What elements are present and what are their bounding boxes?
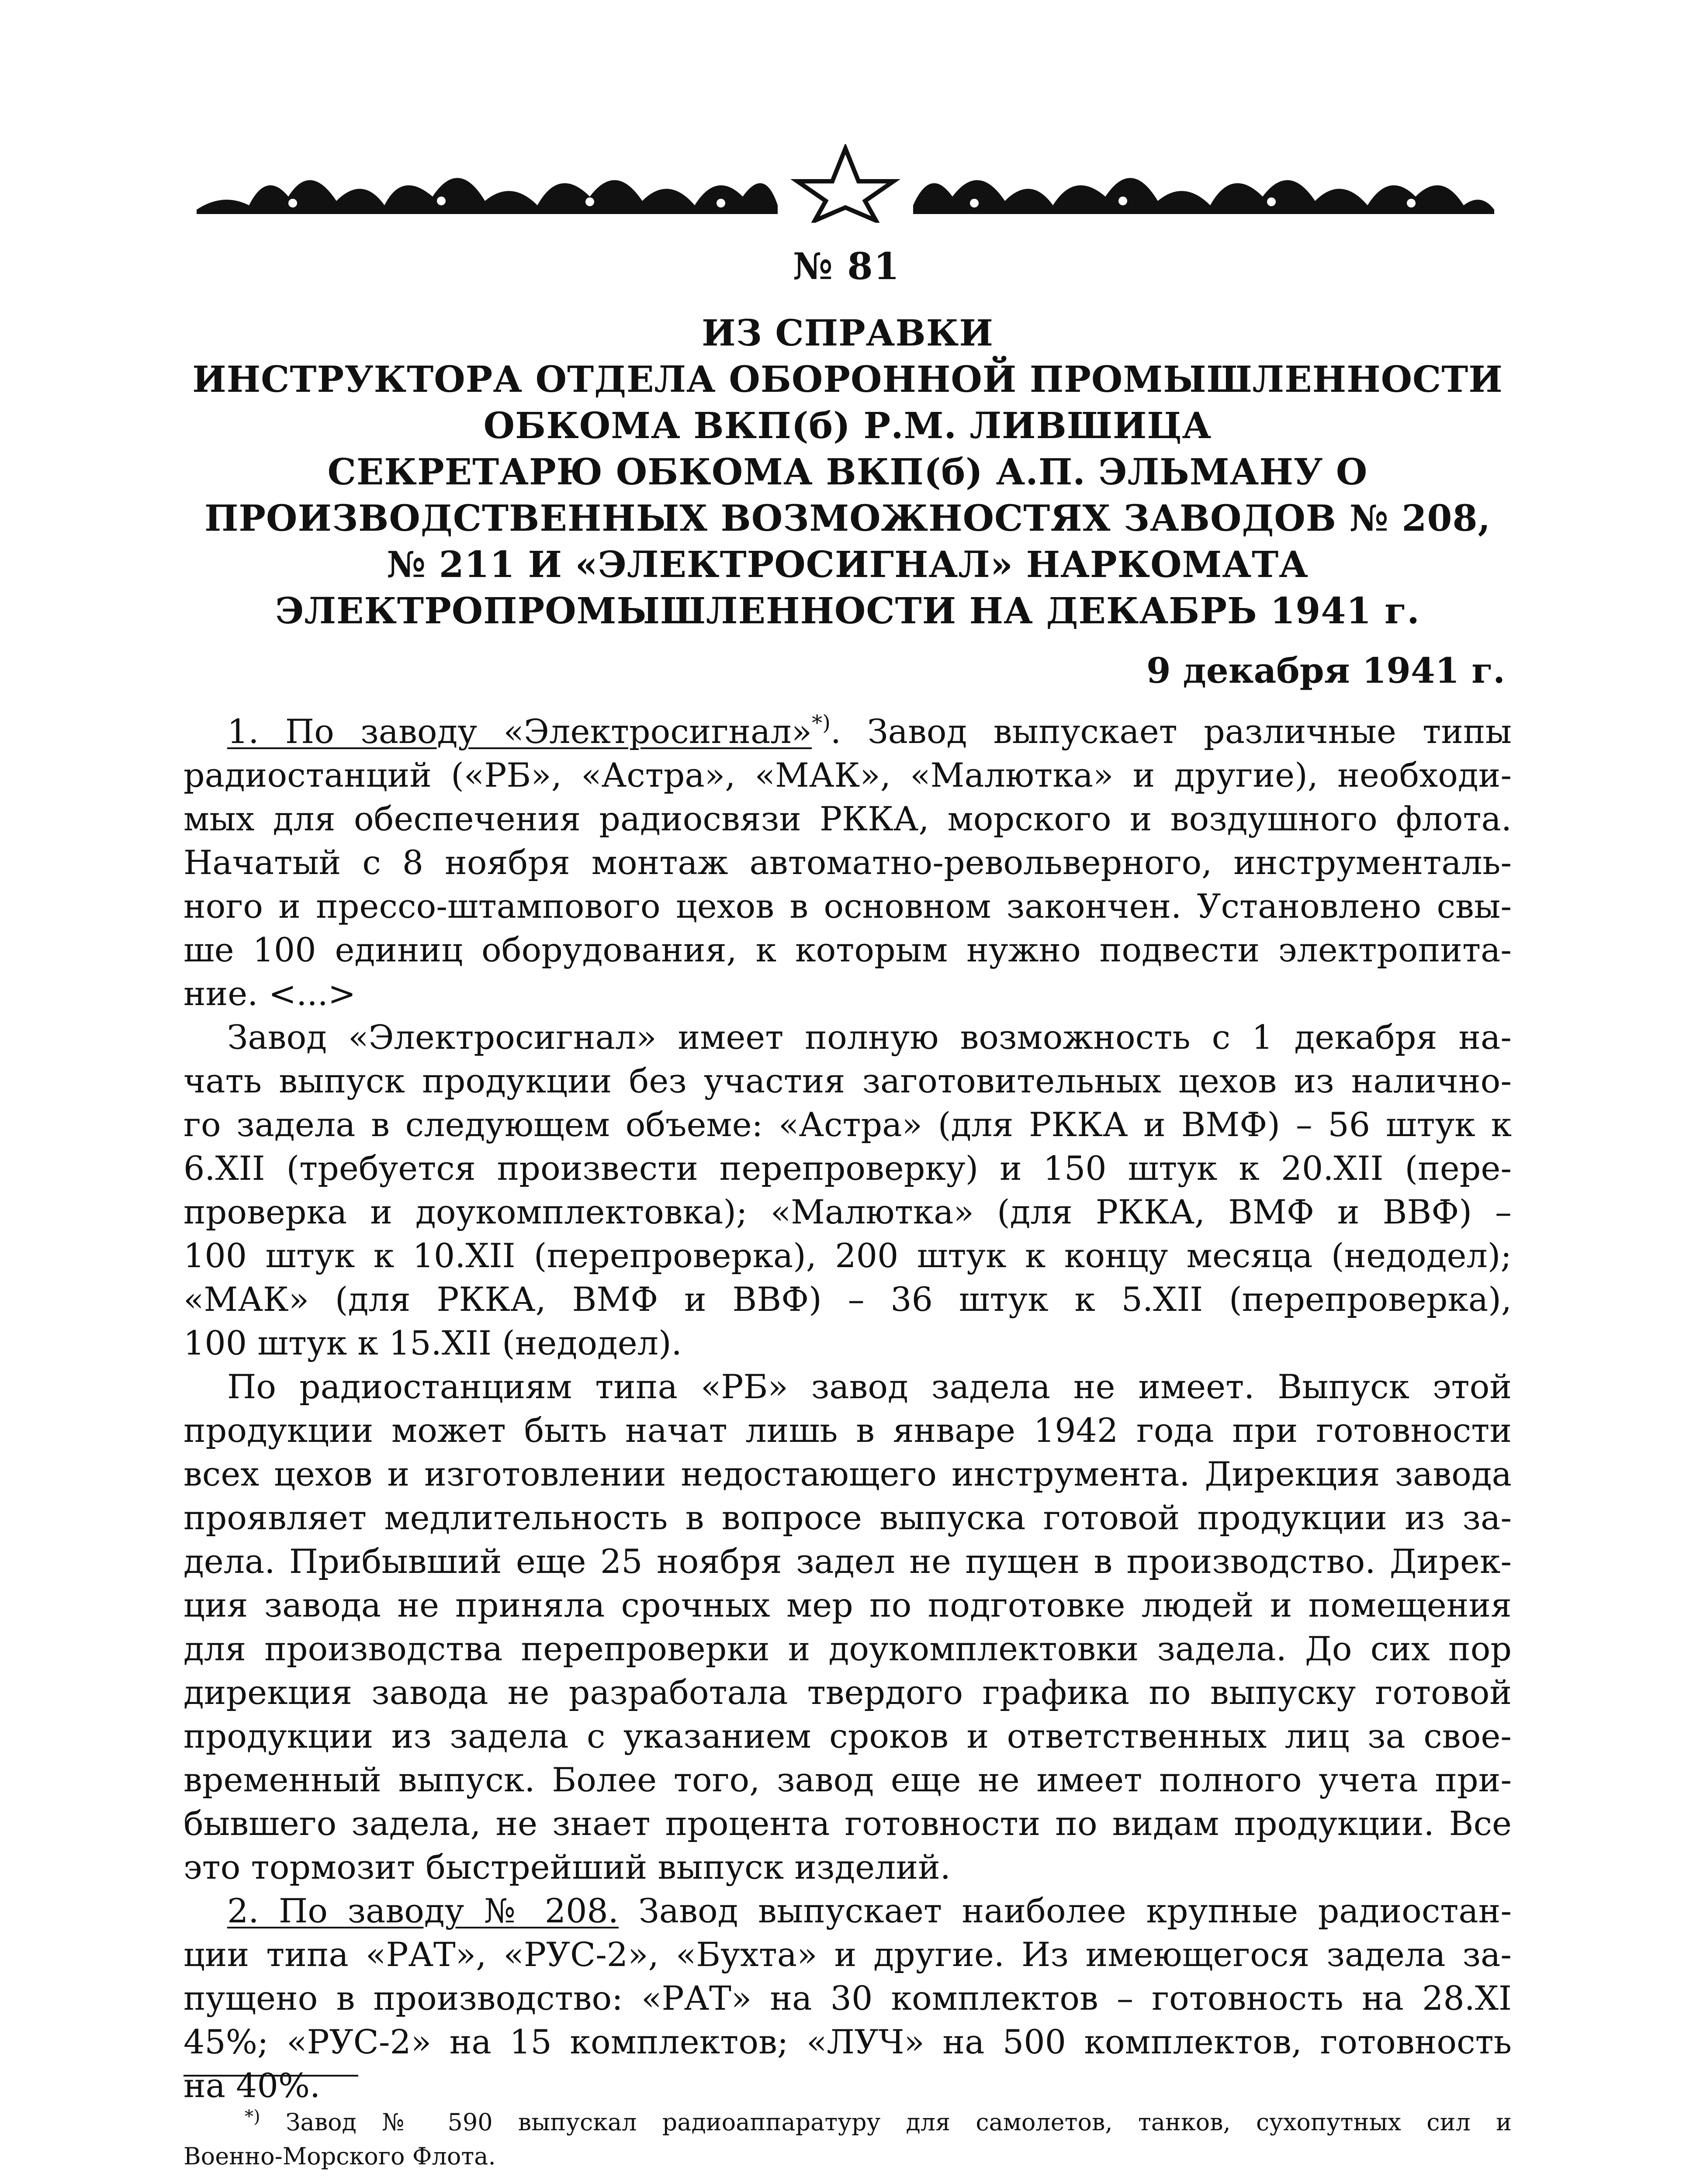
body-line: ного и прессо-штампового цехов в основном закончен. Установлено свы- — [183, 887, 1512, 926]
title-line: ОБКОМА ВКП(б) Р.М. ЛИВШИЦА — [483, 405, 1212, 447]
body-line: го задела в следующем объеме: «Астра» (для РККА и ВМФ) – 56 штук к — [183, 1105, 1512, 1144]
document-body — [183, 710, 1512, 2108]
body-line: «МАК» (для РККА, ВМФ и ВВФ) – 36 штук к 5.XII (перепроверка), — [183, 1280, 1512, 1319]
title-line: ИЗ СПРАВКИ — [702, 312, 994, 354]
body-line: Начатый с 8 ноября монтаж автоматно-револьверного, инструменталь- — [183, 843, 1512, 882]
body-line: По радиостанциям типа «РБ» завод задела не имеет. Выпуск этой — [227, 1367, 1512, 1406]
body-line: радиостанций («РБ», «Астра», «МАК», «Малютка» и другие), необходи- — [183, 756, 1512, 795]
document-number: № 81 — [793, 245, 900, 288]
body-line: дела. Прибывший еще 25 ноября задел не пущен в производство. Дирек- — [183, 1542, 1512, 1581]
body-line: ции типа «РАТ», «РУС-2», «Бухта» и другие. Из имеющегося задела за- — [183, 1935, 1512, 1974]
body-line: ше 100 единиц оборудования, к которым нужно подвести электропита- — [183, 930, 1512, 969]
body-line: чать выпуск продукции без участия заготовительных цехов из налично- — [183, 1061, 1512, 1100]
body-line: 100 штук к 15.XII (недодел). — [183, 1324, 682, 1362]
star-icon — [797, 149, 893, 221]
title-line: ЭЛЕКТРОПРОМЫШЛЕННОСТИ НА ДЕКАБРЬ 1941 г. — [275, 590, 1420, 632]
title-line: СЕКРЕТАРЮ ОБКОМА ВКП(б) А.П. ЭЛЬМАНУ О — [327, 451, 1368, 493]
footnote-divider — [183, 2075, 358, 2077]
body-line: бывшего задела, не знает процента готовности по видам продукции. Все — [183, 1804, 1512, 1843]
body-line: дирекция завода не разработала твердого графика по выпуску готовой — [183, 1673, 1512, 1712]
section-heading: 1. По заводу «Электросигнал» — [227, 712, 812, 751]
footnote-ref[interactable]: *) — [812, 711, 831, 735]
body-line: на 40%. — [183, 2066, 321, 2105]
body-line: 45%; «РУС-2» на 15 комплектов; «ЛУЧ» на 500 комплектов, готовность — [183, 2022, 1512, 2061]
body-line: продукции может быть начат лишь в январе 1942 года при готовности — [183, 1411, 1512, 1450]
title-line: № 211 И «ЭЛЕКТРОСИГНАЛ» НАРКОМАТА — [387, 544, 1309, 586]
body-line: всех цехов и изготовлении недостающего инструмента. Дирекция завода — [183, 1455, 1512, 1493]
section-heading: 2. По заводу № 208. — [227, 1891, 619, 1930]
body-line: ние. <...> — [183, 974, 356, 1013]
body-line: это тормозит быстрейший выпуск изделий. — [183, 1848, 951, 1887]
body-line: Завод «Электросигнал» имеет полную возможность с 1 декабря на- — [227, 1018, 1512, 1057]
title-line: ИНСТРУКТОРА ОТДЕЛА ОБОРОННОЙ ПРОМЫШЛЕННОСТИ — [192, 359, 1503, 401]
body-line: 100 штук к 10.XII (перепроверка), 200 штук к концу месяца (недодел); — [183, 1236, 1512, 1275]
body-line: ция завода не приняла срочных мер по подготовке людей и помещения — [183, 1586, 1512, 1624]
body-line: продукции из задела с указанием сроков и ответственных лиц за свое- — [183, 1717, 1512, 1755]
footnote — [183, 2105, 1512, 2174]
ornament-band — [197, 144, 1494, 223]
body-line: 6.XII (требуется произвести перепроверку) и 150 штук к 20.XII (пере- — [183, 1149, 1512, 1188]
body-line: временный выпуск. Более того, завод еще не имеет полного учета при- — [183, 1760, 1512, 1799]
title-line: ПРОИЗВОДСТВЕННЫХ ВОЗМОЖНОСТЯХ ЗАВОДОВ № 208, — [204, 498, 1491, 539]
footnote-line: Военно-Морского Флота. — [183, 2143, 496, 2170]
body-line: мых для обеспечения радиосвязи РККА, морского и воздушного флота. — [183, 799, 1512, 838]
body-line: 2. По заводу № 208. Завод выпускает наиболее крупные радиостан- — [227, 1891, 1512, 1930]
body-line: проверка и доукомплектовка); «Малютка» (для РККА, ВМФ и ВВФ) – — [183, 1192, 1512, 1231]
document-date: 9 декабря 1941 г. — [1146, 650, 1505, 691]
footnote-line: *) Завод № 590 выпускал радиоаппаратуру для самолетов, танков, сухопутных сил и — [245, 2107, 1512, 2136]
document-title — [183, 310, 1512, 634]
body-line: 1. По заводу «Электросигнал»*). Завод выпускает различные типы — [227, 711, 1512, 751]
body-line: проявляет медлительность в вопросе выпуска готовой продукции из за- — [183, 1498, 1512, 1537]
body-line: для производства перепроверки и доукомплектовки задела. До сих пор — [183, 1629, 1512, 1668]
footnote-mark: *) — [245, 2107, 260, 2127]
body-line: пущено в производство: «РАТ» на 30 комплектов – готовность на 28.XI — [183, 1979, 1512, 2018]
